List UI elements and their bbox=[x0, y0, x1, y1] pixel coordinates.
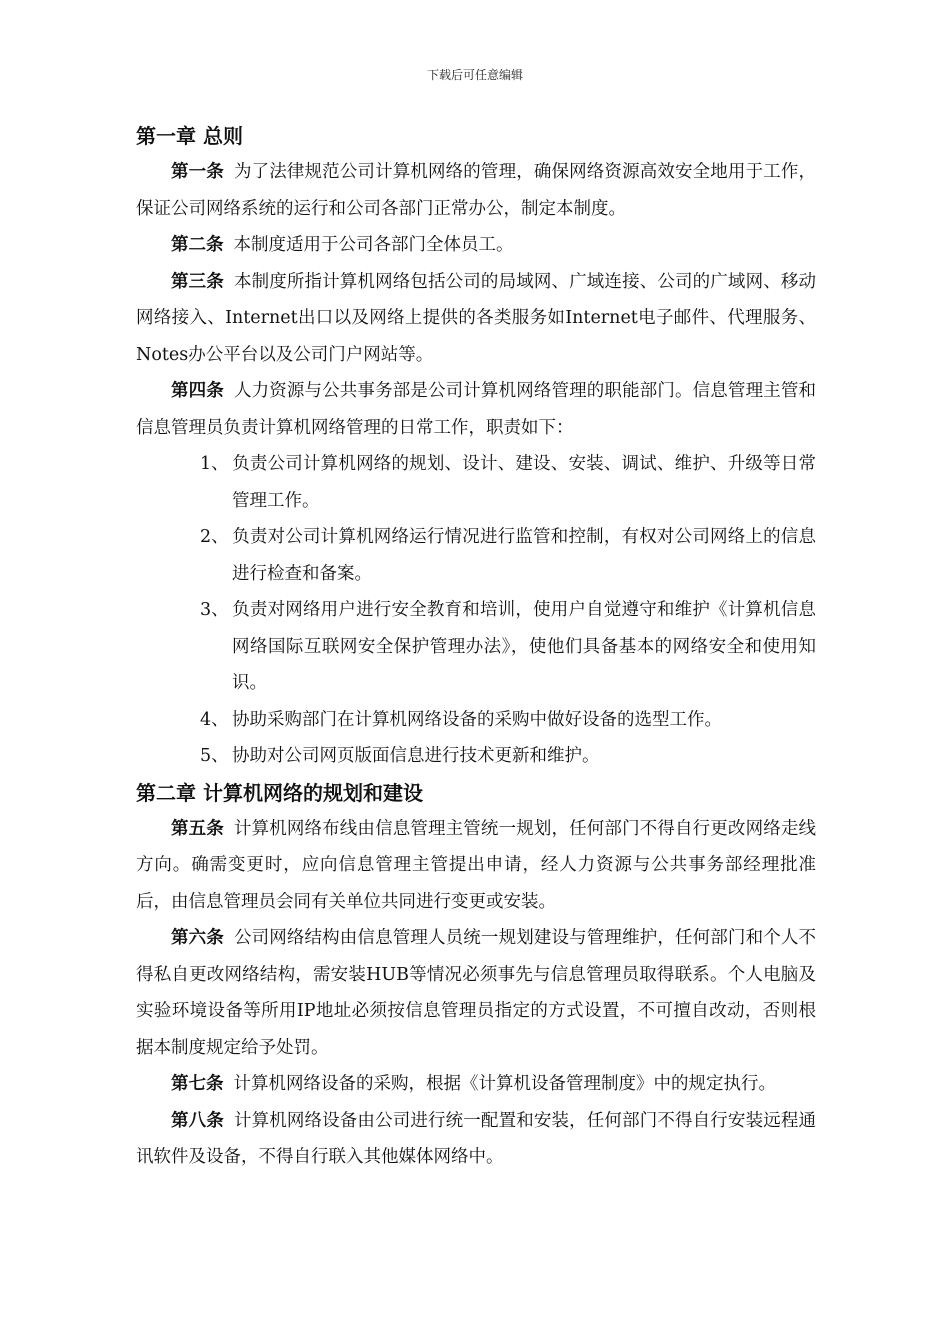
list-text: 负责公司计算机网络的规划、设计、建设、安装、调试、维护、升级等日常管理工作。 bbox=[232, 454, 816, 511]
list-item bbox=[136, 519, 816, 592]
list-item bbox=[136, 702, 816, 739]
list-item bbox=[136, 592, 816, 702]
article-text: 本制度所指计算机网络包括公司的局域网、广域连接、公司的广域网、移动网络接入、Internet出口以及网络上提供的各类服务如Internet电子邮件、代理服务、Notes办公平台以及公司门户网站等。 bbox=[136, 271, 817, 365]
list-number: 1、 bbox=[200, 454, 229, 474]
chapter-2-title: 第二章 计算机网络的规划和建设 bbox=[136, 780, 423, 805]
list-item bbox=[136, 738, 816, 775]
article-text: 为了法律规范公司计算机网络的管理，确保网络资源高效安全地用于工作，保证公司网络系统的运行和公司各部门正常办公，制定本制度。 bbox=[136, 162, 817, 219]
list-number: 4、 bbox=[200, 709, 229, 730]
article-label: 第八条 bbox=[171, 1110, 224, 1131]
article-4 bbox=[136, 373, 816, 446]
list-text: 负责对网络用户进行安全教育和培训，使用户自觉遵守和维护《计算机信息网络国际互联网安全保护管理办法》，使他们具备基本的网络安全和使用知识。 bbox=[232, 600, 816, 693]
article-text: 本制度适用于公司各部门全体员工。 bbox=[233, 235, 514, 255]
article-6 bbox=[136, 920, 816, 1066]
duties-list bbox=[136, 446, 816, 775]
article-label: 第一条 bbox=[171, 162, 224, 182]
list-number: 2、 bbox=[200, 527, 229, 547]
article-label: 第三条 bbox=[171, 271, 224, 292]
article-3 bbox=[136, 264, 816, 374]
article-text: 人力资源与公共事务部是公司计算机网络管理的职能部门。信息管理主管和信息管理员负责计算机网络管理的日常工作，职责如下： bbox=[136, 381, 817, 438]
list-number: 5、 bbox=[200, 746, 229, 766]
document-body bbox=[136, 118, 816, 1176]
article-label: 第六条 bbox=[171, 928, 224, 948]
article-7 bbox=[136, 1066, 816, 1103]
article-text: 计算机网络设备的采购，根据《计算机设备管理制度》中的规定执行。 bbox=[233, 1074, 776, 1094]
article-8 bbox=[136, 1103, 816, 1176]
article-label: 第五条 bbox=[171, 818, 224, 839]
article-1 bbox=[136, 154, 816, 227]
list-item bbox=[136, 446, 816, 519]
header-note: 下载后可任意编辑 bbox=[426, 68, 523, 82]
article-label: 第二条 bbox=[171, 235, 224, 255]
list-text: 协助采购部门在计算机网络设备的采购中做好设备的选型工作。 bbox=[232, 709, 722, 730]
article-label: 第四条 bbox=[171, 381, 224, 401]
article-text: 计算机网络布线由信息管理主管统一规划，任何部门不得自行更改网络走线方向。确需变更时，应向信息管理主管提出申请，经人力资源与公共事务部经理批准后，由信息管理员会同有关单位共同进行变更或安装。 bbox=[136, 818, 817, 912]
article-text: 计算机网络设备由公司进行统一配置和安装，任何部门不得自行安装远程通讯软件及设备，不得自行联入其他媒体网络中。 bbox=[136, 1110, 817, 1167]
article-2 bbox=[136, 227, 816, 264]
chapter-1-title: 第一章 总则 bbox=[136, 124, 243, 148]
list-text: 协助对公司网页版面信息进行技术更新和维护。 bbox=[232, 746, 600, 766]
article-5 bbox=[136, 811, 816, 921]
article-text: 公司网络结构由信息管理人员统一规划建设与管理维护，任何部门和个人不得私自更改网络结构，需安装HUB等情况必须事先与信息管理员取得联系。个人电脑及实验环境设备等所用IP地址必须按信息管理员指定的方式设置，不可擅自改动，否则根据本制度规定给予处罚。 bbox=[136, 928, 817, 1058]
list-text: 负责对公司计算机网络运行情况进行监管和控制，有权对公司网络上的信息进行检查和备案。 bbox=[232, 527, 816, 584]
list-number: 3、 bbox=[200, 600, 229, 620]
article-label: 第七条 bbox=[171, 1074, 224, 1094]
